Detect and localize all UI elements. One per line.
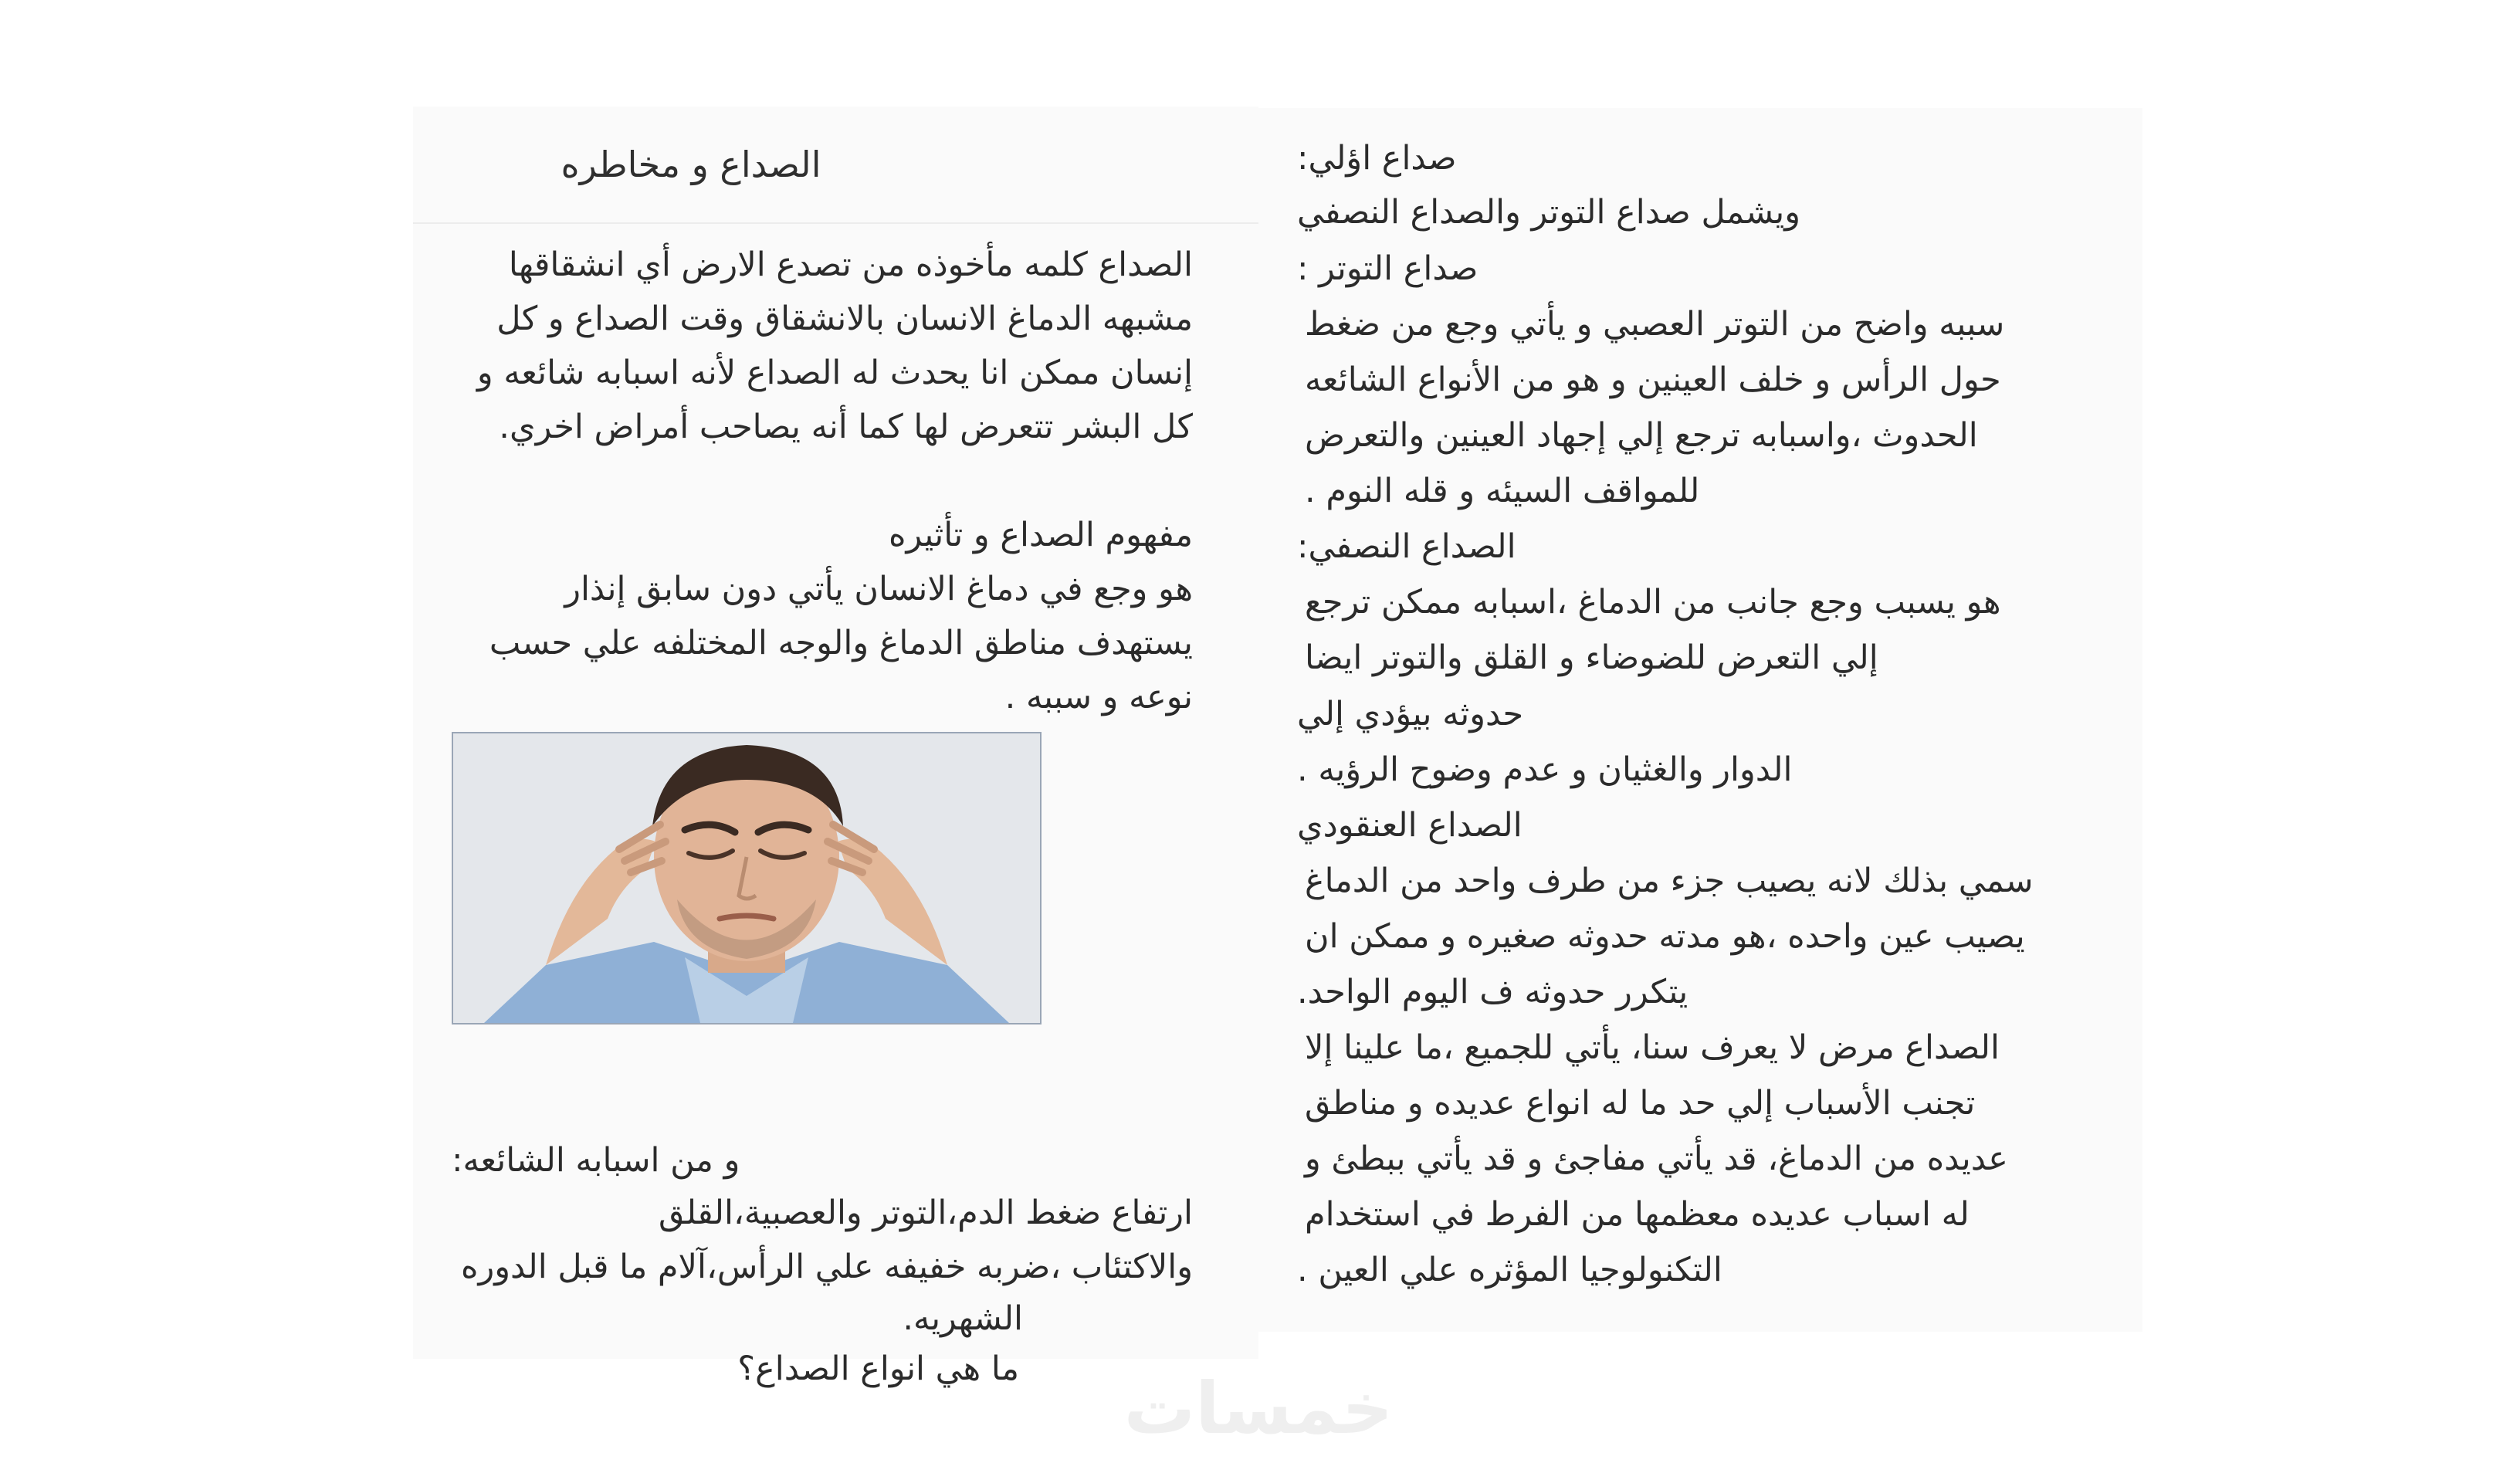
section-heading: الصداع النصفي: [1297,527,1516,566]
section-heading: صداع اؤلي: [1297,139,1457,178]
causes-line: والاكتئاب ،ضربه خفيفه علي الرأس،آلام ما قبل الدوره [461,1248,1193,1286]
body-line: هو يسبب وجع جانب من الدماغ ،اسبابه ممكن ترجع [1305,583,2001,621]
left-panel [413,107,1258,1388]
concept-heading: مفهوم الصداع و تأثيره [889,516,1193,554]
body-line: حول الرأس و خلف العينين و هو من الأنواع الشائعه [1305,361,2001,399]
body-line: ويشمل صداع التوتر والصداع النصفي [1297,193,1800,232]
body-line: له اسباب عديده معظمها من الفرط في استخدام [1305,1195,1970,1234]
section-heading: صداع التوتر : [1297,249,1478,288]
intro-line: الصداع كلمه مأخوذه من تصدع الارض أي انشقاقها [508,246,1193,284]
intro-line: مشبهه الدماغ الانسان بالانشقاق وقت الصداع و كل [496,300,1193,338]
body-line: تجنب الأسباب إلي حد ما له انواع عديده و مناطق [1305,1084,1976,1123]
body-line: الدوار والغثيان و عدم وضوح الرؤيه . [1297,750,1793,789]
panel-header [413,107,1258,224]
concept-line: هو وجع في دماغ الانسان يأتي دون سابق إنذار [564,570,1193,608]
body-line: الصداع مرض لا يعرف سنا، يأتي للجميع ،ما علينا إلا [1305,1028,2000,1067]
body-line: الحدوث ،واسبابه ترجع إلي إجهاد العينين والتعرض [1305,416,1978,455]
body-line: حدوثه بيؤدي إلي [1297,695,1524,733]
man-holding-temples-illustration [453,733,1040,1023]
section-heading: الصداع العنقودي [1297,806,1522,845]
body-line: عديده من الدماغ، قد يأتي مفاجئ و قد يأتي ببطئ و [1305,1140,2008,1178]
intro-line: إنسان ممكن انا يحدث له الصداع لأنه اسبابه شائعه و [476,354,1193,392]
intro-line: كل البشر تتعرض لها كما أنه يصاحب أمراض اخري. [499,408,1193,446]
site-watermark-logo: خمسات [1123,1367,1394,1450]
right-panel [1258,108,2142,1332]
concept-line: يستهدف مناطق الدماغ والوجه المختلفه علي حسب [489,624,1193,662]
causes-heading: و من اسبابه الشائعه: [452,1141,740,1180]
body-line: يصيب عين واحده ،هو مدته حدوثه صغيره و ممكن ان [1305,917,2025,956]
body-line: للمواقف السيئه و قله النوم . [1305,472,1700,510]
concept-line: نوعه و سببه . [1004,678,1193,716]
body-line: يتكرر حدوثه ف اليوم الواحد. [1297,973,1688,1011]
question-line: ما هي انواع الصداع؟ [737,1350,1019,1388]
causes-line: ارتفاع ضغط الدم،التوتر والعصبية،القلق [659,1194,1193,1232]
body-line: التكنولوجيا المؤثره علي العين . [1297,1251,1722,1289]
body-line: سمي بذلك لانه يصيب جزء من طرف واحد من الدماغ [1305,862,2034,900]
headache-photo [452,732,1042,1024]
page-title: الصداع و مخاطره [561,144,821,185]
causes-line: الشهريه. [903,1299,1023,1338]
body-line: سببه واضح من التوتر العصبي و يأتي وجع من ضغط [1305,305,2005,344]
body-line: إلي التعرض للضوضاء و القلق والتوتر ايضا [1305,638,1878,677]
